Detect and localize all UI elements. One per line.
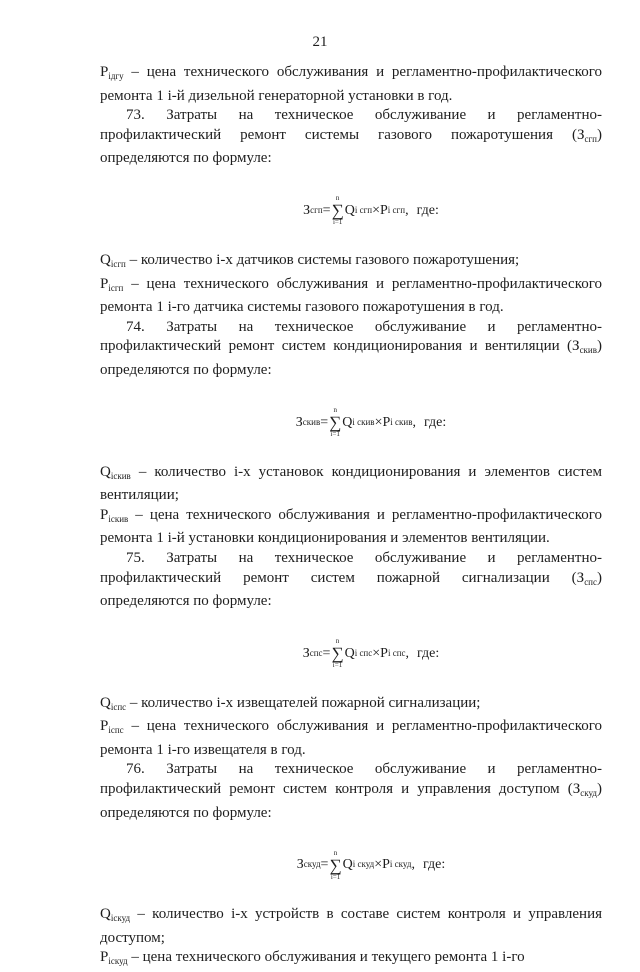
- definition-paragraph: [100, 463, 602, 506]
- paragraph-text: – количество i-х извещателей пожарной сигнализации;: [126, 694, 481, 711]
- paragraph-text: ) определяются по формуле:: [100, 781, 602, 821]
- paragraph-text: – количество i-х установок кондиционирования и элементов систем вентиляции;: [100, 463, 602, 504]
- formula-quantity: Q: [344, 645, 355, 661]
- definition-paragraph: [100, 694, 602, 718]
- formula-expression: [303, 638, 440, 669]
- multiply-sign: ×: [372, 645, 381, 661]
- paragraph-text: – цена технического обслуживания и текущего ремонта 1 i-го: [127, 949, 525, 966]
- multiply-sign: ×: [374, 414, 383, 430]
- numbered-paragraph: [100, 106, 602, 169]
- sum-operator: [331, 638, 343, 669]
- equals-sign: =: [322, 645, 331, 661]
- variable-subscript: iсгп: [110, 258, 126, 269]
- sum-upper-limit: n: [333, 848, 338, 857]
- variable-subscript: iскив: [110, 470, 131, 481]
- sum-upper-limit: n: [335, 194, 340, 203]
- formula-lhs: З: [302, 645, 310, 661]
- equals-sign: =: [320, 857, 329, 873]
- formula-comma: ,: [412, 414, 416, 430]
- formula-comma: ,: [411, 857, 415, 873]
- variable-subscript: скив: [579, 345, 597, 356]
- paragraph-text: Q: [100, 463, 111, 480]
- definition-paragraph: [100, 948, 602, 972]
- formula-quantity-subscript: i скив: [352, 416, 375, 427]
- formula: [100, 175, 602, 247]
- formula-expression: [297, 850, 445, 881]
- variable-subscript: скуд: [580, 788, 597, 799]
- paragraph-text: ) определяются по формуле:: [100, 338, 602, 378]
- definition-paragraph: [100, 275, 602, 318]
- variable-subscript: сгп: [584, 133, 597, 144]
- variable-subscript: iспс: [110, 701, 127, 712]
- formula-quantity-subscript: i спс: [354, 647, 373, 658]
- formula: [100, 618, 602, 690]
- formula-lhs: З: [303, 203, 311, 219]
- formula-expression: [303, 195, 439, 226]
- formula-lhs: З: [296, 857, 304, 873]
- formula-price: P: [380, 645, 388, 661]
- numbered-paragraph: [100, 760, 602, 823]
- formula-lhs-subscript: скуд: [303, 859, 321, 870]
- paragraph-text: P: [100, 506, 109, 523]
- formula-price: P: [382, 857, 390, 873]
- formula-price-subscript: i спс: [387, 647, 406, 658]
- sigma-symbol: ∑: [331, 644, 344, 664]
- formula-quantity: Q: [344, 203, 355, 219]
- formula-tail: где:: [423, 414, 447, 430]
- equals-sign: =: [320, 414, 329, 430]
- sum-upper-limit: n: [333, 406, 337, 415]
- paragraph-text: P: [100, 64, 109, 80]
- numbered-paragraph: [100, 549, 602, 612]
- paragraph-text: – цена технического обслуживания и регламентно-профилактического ремонта 1 i-го извещателя в год.: [100, 718, 602, 758]
- paragraph-text: 73. Затраты на техническое обслуживание и регламентно-профилактический ремонт системы газового пожаротушения (З: [100, 107, 602, 143]
- formula-comma: ,: [405, 645, 410, 661]
- formula-tail: где:: [422, 857, 446, 873]
- definition-paragraph: [100, 717, 602, 760]
- paragraph-text: P: [100, 275, 109, 292]
- variable-subscript: спс: [584, 576, 597, 587]
- multiply-sign: ×: [372, 203, 380, 219]
- formula: [100, 387, 602, 459]
- variable-subscript: iспс: [108, 725, 124, 736]
- formula-price: P: [380, 203, 388, 219]
- formula-quantity: Q: [342, 857, 353, 873]
- formula-price-subscript: i сгп: [387, 205, 406, 216]
- formula-tail: где:: [417, 645, 440, 661]
- sum-operator: [332, 195, 344, 226]
- variable-subscript: iскуд: [110, 913, 131, 924]
- variable-subscript: iсгп: [108, 282, 124, 293]
- sum-operator: [329, 850, 341, 881]
- paragraph-text: 74. Затраты на техническое обслуживание и регламентно- профилактический ремонт систем кондиционирования и вентиляции (З: [100, 318, 602, 355]
- variable-subscript: iскуд: [108, 956, 128, 967]
- formula-expression: [296, 407, 446, 438]
- formula-price: P: [382, 414, 391, 430]
- definition-paragraph: [100, 63, 602, 106]
- sum-lower-limit: i=1: [332, 661, 343, 670]
- formula-lhs-subscript: скив: [302, 416, 321, 427]
- paragraph-text: – цена технического обслуживания и регламентно-профилактического ремонта 1 i-го датчика системы газового пожаротушения в год.: [100, 275, 602, 316]
- sum-lower-limit: i=1: [332, 218, 343, 227]
- formula-price-subscript: i скуд: [389, 859, 412, 870]
- definition-paragraph: [100, 251, 602, 275]
- formula: [100, 829, 602, 901]
- paragraph-text: – цена технического обслуживания и регламентно-профилактического ремонта 1 i-й установки кондиционирования и элементов вентиляции.: [100, 506, 602, 547]
- formula-quantity: Q: [342, 414, 353, 430]
- sum-upper-limit: n: [335, 637, 340, 646]
- formula-lhs: З: [295, 414, 303, 430]
- formula-lhs-subscript: сгп: [310, 205, 323, 216]
- formula-lhs-subscript: спс: [309, 647, 323, 658]
- paragraph-text: 76. Затраты на техническое обслуживание и регламентно-профилактический ремонт систем контроля и управления доступом (З: [100, 761, 602, 798]
- paragraph-text: – количество i-х устройств в составе систем контроля и управления доступом;: [100, 906, 602, 946]
- formula-quantity-subscript: i сгп: [354, 205, 373, 216]
- paragraph-text: – цена технического обслуживания и регламентно-профилактического ремонта 1 i-й дизельной генераторной установки в год.: [100, 64, 602, 104]
- paragraph-text: ) определяются по формуле:: [100, 569, 602, 610]
- page-number: 21: [312, 34, 328, 50]
- variable-subscript: iдгу: [108, 71, 124, 81]
- paragraph-text: P: [100, 718, 109, 735]
- paragraph-text: P: [100, 949, 109, 966]
- sum-lower-limit: i=1: [330, 872, 341, 881]
- sigma-symbol: ∑: [329, 855, 342, 875]
- sigma-symbol: ∑: [329, 413, 342, 433]
- paragraph-text: 75. Затраты на техническое обслуживание и регламентно-профилактический ремонт систем пожарной сигнализации (З: [100, 549, 602, 586]
- sigma-symbol: ∑: [331, 201, 344, 221]
- formula-quantity-subscript: i скуд: [352, 859, 375, 870]
- numbered-paragraph: [100, 318, 602, 381]
- paragraph-text: Q: [100, 251, 111, 268]
- paragraph-text: Q: [100, 906, 111, 923]
- sum-operator: [329, 407, 341, 438]
- sum-lower-limit: i=1: [330, 430, 340, 439]
- multiply-sign: ×: [374, 857, 383, 873]
- paragraph-text: – количество i-х датчиков системы газового пожаротушения;: [125, 251, 520, 268]
- variable-subscript: iскив: [108, 513, 129, 524]
- definition-paragraph: [100, 506, 602, 549]
- document-body: [100, 63, 602, 972]
- formula-price-subscript: i скив: [390, 416, 413, 427]
- paragraph-text: ) определяются по формуле:: [100, 126, 602, 167]
- equals-sign: =: [322, 203, 331, 219]
- formula-tail: где:: [416, 203, 439, 219]
- formula-comma: ,: [405, 203, 409, 219]
- definition-paragraph: [100, 905, 602, 948]
- paragraph-text: Q: [100, 694, 111, 711]
